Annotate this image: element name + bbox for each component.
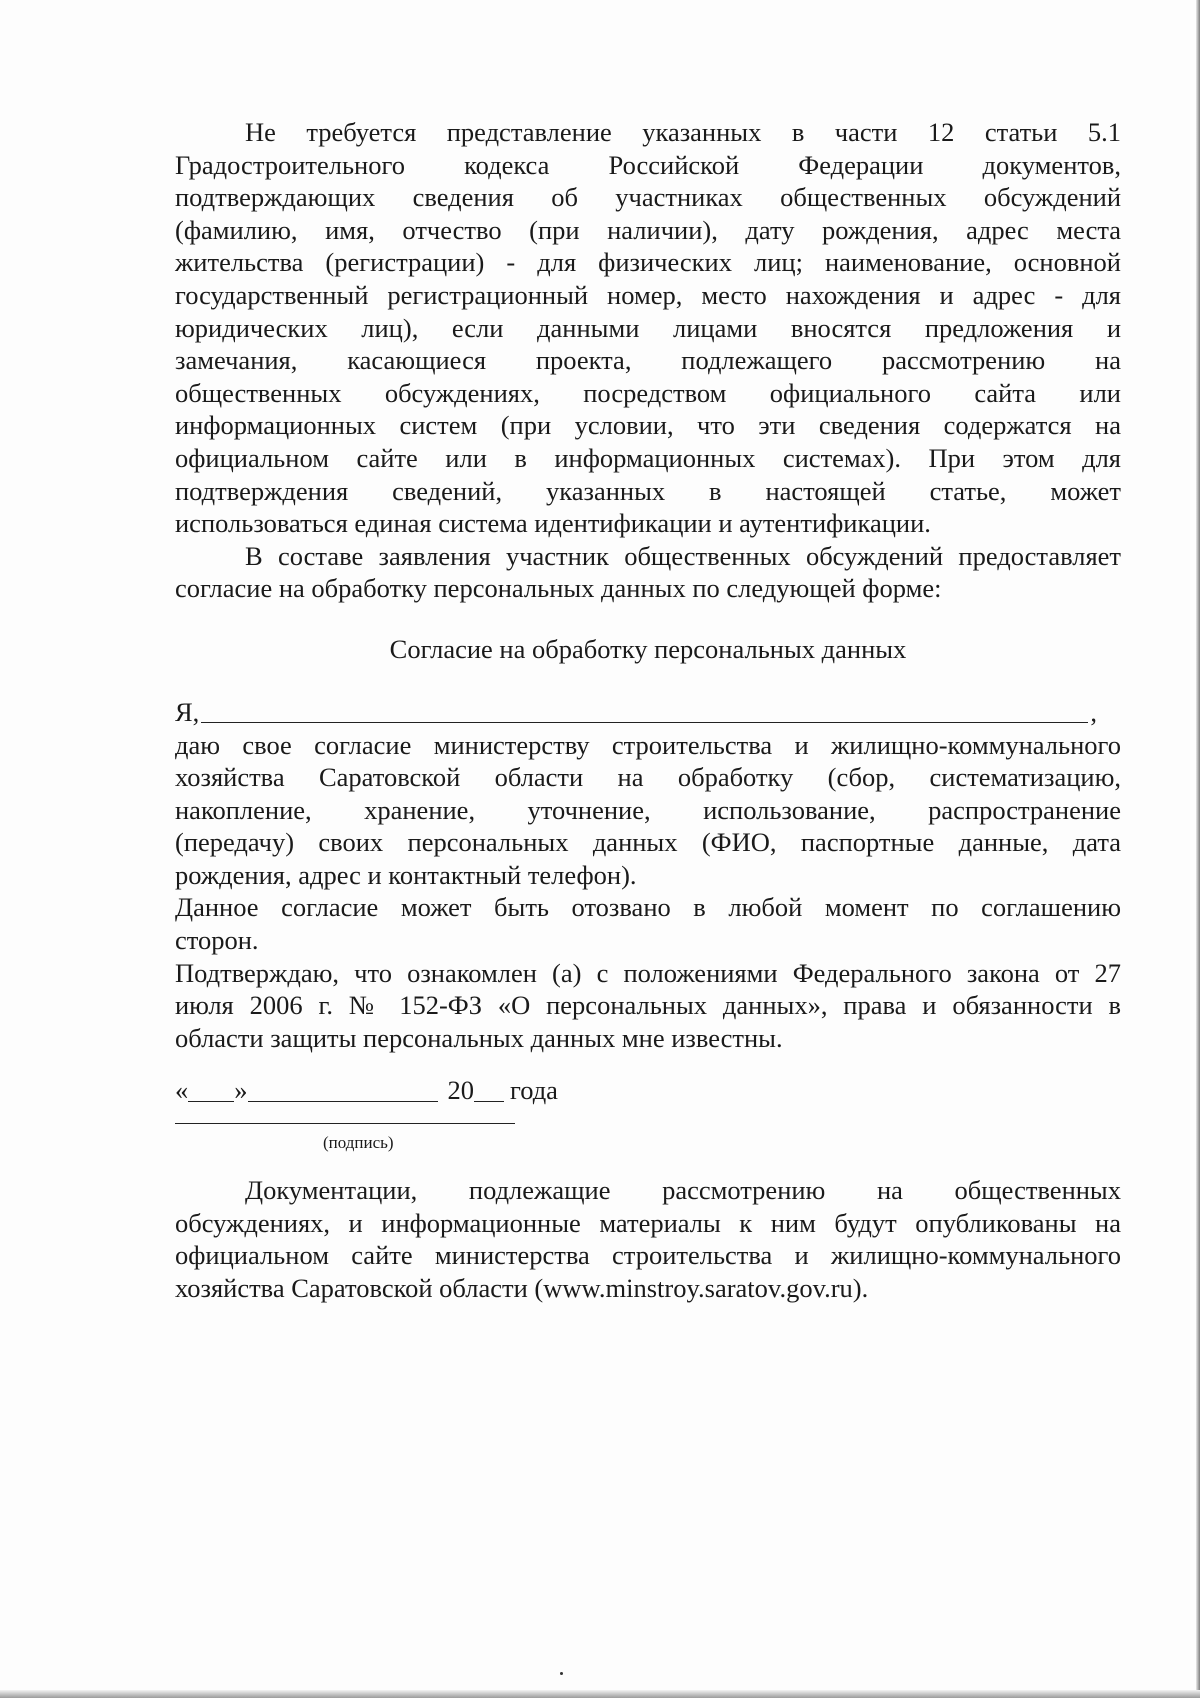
date-fill-line — [175, 1074, 1121, 1107]
document-content — [175, 116, 1121, 1304]
consent-body — [175, 729, 1121, 892]
text-line: Документации, подлежащие рассмотрению на общественных — [245, 1175, 1121, 1206]
text-line: В составе заявления участник общественных обсуждений предоставляет — [245, 540, 1121, 571]
signature-block — [175, 1119, 1121, 1154]
name-suffix: , — [1090, 696, 1097, 727]
date-open-quote: « — [175, 1075, 189, 1106]
text-line: официальном сайте министерства строительства и жилищно-коммунального — [175, 1240, 1121, 1271]
text-line: Данное согласие может быть отозвано в любой момент по соглашению — [175, 892, 1121, 923]
text-line: жительства (регистрации) - для физических лиц; наименование, основной — [175, 247, 1121, 278]
month-blank-field — [248, 1075, 438, 1102]
year-prefix: 20 — [447, 1075, 474, 1106]
text-line: области защиты персональных данных мне известны. — [175, 1022, 783, 1053]
text-line: накопление, хранение, уточнение, использование, распространение — [175, 794, 1121, 825]
scan-edge-right — [1196, 0, 1200, 1698]
signature-blank-field — [175, 1119, 515, 1124]
signature-caption: (подпись) — [323, 1133, 394, 1153]
text-line: согласие на обработку персональных данных по следующей форме: — [175, 573, 942, 604]
text-line: подтверждения сведений, указанных в настоящей статье, может — [175, 475, 1121, 506]
text-line: замечания, касающиеся проекта, подлежащего рассмотрению на — [175, 345, 1121, 376]
day-blank-field — [188, 1075, 234, 1102]
scan-edge-bottom — [0, 1690, 1200, 1698]
name-prefix: Я, — [175, 696, 200, 727]
text-line: общественных обсуждениях, посредством официального сайта или — [175, 377, 1121, 408]
text-line: юридических лиц), если данными лицами вносятся предложения и — [175, 312, 1121, 343]
name-blank-field — [201, 694, 1088, 723]
paragraph-requirements — [175, 116, 1121, 540]
name-fill-line — [175, 694, 1121, 729]
year-blank-field — [474, 1075, 504, 1102]
paragraph-consent-intro — [175, 540, 1121, 605]
text-line: Не требуется представление указанных в части 12 статьи 5.1 — [245, 117, 1121, 147]
text-line: подтверждающих сведения об участниках общественных обсуждений — [175, 182, 1121, 213]
text-line: даю свое согласие министерству строительства и жилищно-коммунального — [175, 729, 1121, 760]
text-line: информационных систем (при условии, что эти сведения содержатся на — [175, 410, 1121, 441]
text-line: Градостроительного кодекса Российской Федерации документов, — [175, 149, 1121, 180]
scan-dot-mark — [560, 1672, 563, 1675]
date-close-quote: » — [234, 1075, 248, 1106]
paragraph-publication — [175, 1174, 1121, 1304]
text-line: сторон. — [175, 925, 259, 956]
text-line: официальном сайте или в информационных системах). При этом для — [175, 442, 1121, 473]
text-line: (фамилию, имя, отчество (при наличии), дату рождения, адрес места — [175, 214, 1121, 245]
text-line: обсуждениях, и информационные материалы к ним будут опубликованы на — [175, 1207, 1121, 1238]
text-line: хозяйства Саратовской области на обработку (сбор, систематизацию, — [175, 762, 1121, 793]
consent-title: Согласие на обработку персональных данных — [389, 633, 907, 664]
text-line: использоваться единая система идентификации и аутентификации. — [175, 508, 931, 539]
text-line: июля 2006 г. № 152-ФЗ «О персональных данных», права и обязанности в — [175, 990, 1121, 1021]
text-line: государственный регистрационный номер, место нахождения и адрес - для — [175, 279, 1121, 310]
text-line: рождения, адрес и контактный телефон). — [175, 859, 637, 890]
year-word: года — [510, 1075, 558, 1106]
text-line: хозяйства Саратовской области (www.minstroy.saratov.gov.ru). — [175, 1272, 869, 1303]
confirm-paragraph — [175, 957, 1121, 1055]
withdraw-paragraph — [175, 891, 1121, 956]
text-line: (передачу) своих персональных данных (ФИО, паспортные данные, дата — [175, 827, 1121, 858]
text-line: Подтверждаю, что ознакомлен (а) с положениями Федерального закона от 27 — [175, 957, 1121, 988]
